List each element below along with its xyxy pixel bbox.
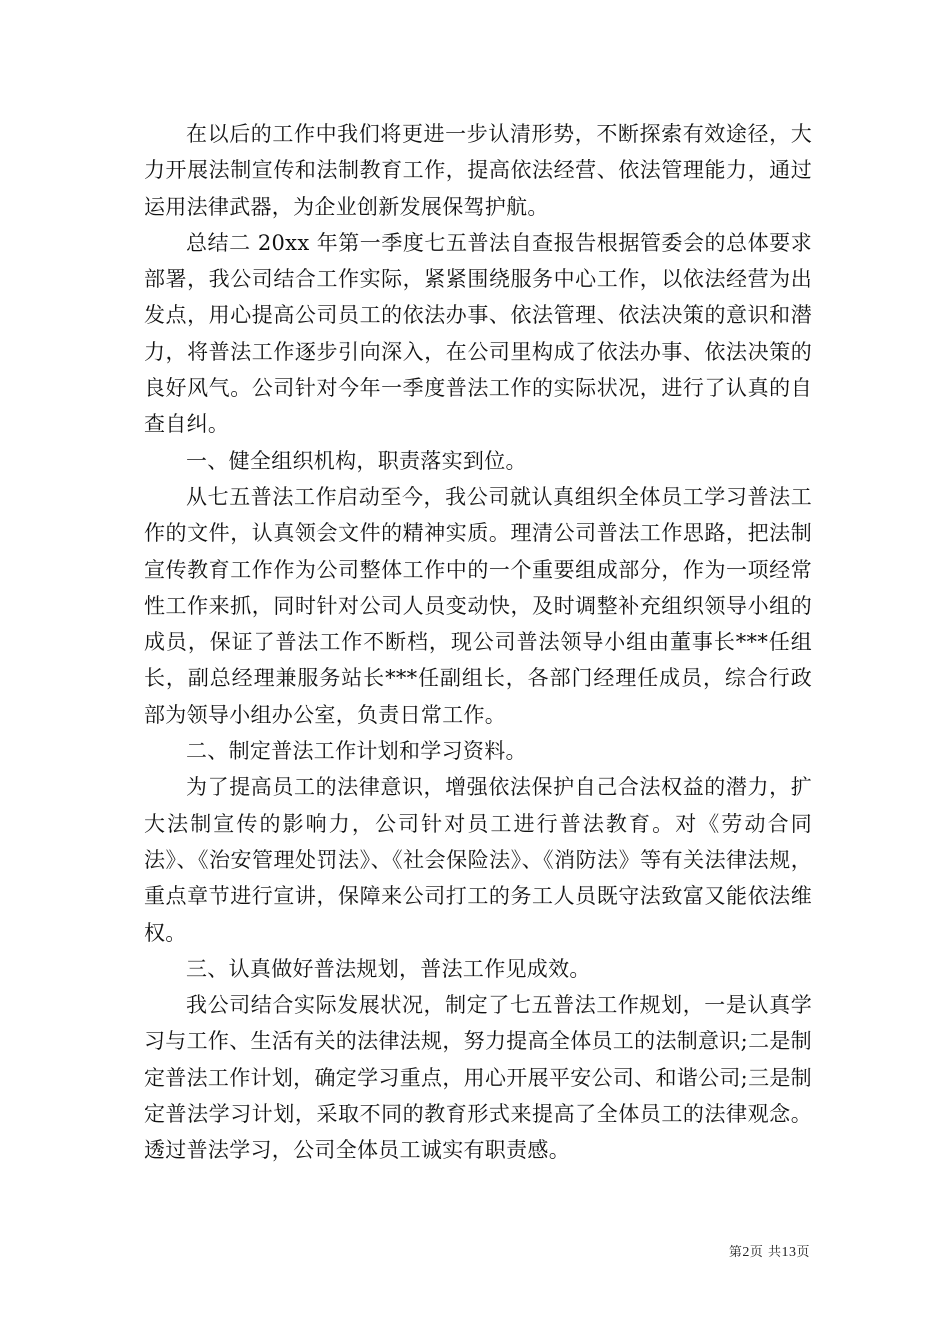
page-number-footer bbox=[700, 1244, 810, 1262]
section-heading-2: 二、制定普法工作计划和学习资料。 bbox=[186, 739, 527, 764]
section-heading-1: 一、健全组织机构，职责落实到位。 bbox=[186, 448, 527, 473]
section-heading-3: 三、认真做好普法规划，普法工作见成效。 bbox=[186, 956, 591, 981]
footer-prefix: 第 bbox=[728, 1245, 743, 1260]
footer-middle: 页 共 bbox=[749, 1245, 782, 1260]
footer-suffix: 页 bbox=[796, 1245, 810, 1260]
paragraph-section-2: 为了提高员工的法律意识，增强依法保护自己合法权益的潜力，扩大法制宣传的影响力，公司针对员工进行普法教育。对《劳动合同法》、《治安管理处罚法》、《社会保险法》、《消防法》等有关法律法规，重点章节进行宣讲，保障来公司打工的务工人员既守法致富又能依法维权。 bbox=[144, 775, 812, 945]
paragraph-section-1: 从七五普法工作启动至今，我公司就认真组织全体员工学习普法工作的文件，认真领会文件的精神实质。理清公司普法工作思路，把法制宣传教育工作作为公司整体工作中的一个重要组成部分，作为一项经常性工作来抓，同时针对公司人员变动快，及时调整补充组织领导小组的成员，保证了普法工作不断档，现公司普法领导小组由董事长***任组长，副总经理兼服务站长***任副组长，各部门经理任成员，综合行政部为领导小组办公室，负责日常工作。 bbox=[144, 484, 812, 727]
document-body bbox=[144, 116, 812, 1169]
paragraph-summary-intro: 总结二 20xx 年第一季度七五普法自查报告根据管委会的总体要求部署，我公司结合工作实际，紧紧围绕服务中心工作，以依法经营为出发点，用心提高公司员工的依法办事、依法管理、依法决策的意识和潜力，将普法工作逐步引向深入，在公司里构成了依法办事、依法决策的良好风气。公司针对今年一季度普法工作的实际状况，进行了认真的自查自纠。 bbox=[144, 230, 812, 437]
paragraph-conclusion: 在以后的工作中我们将更进一步认清形势，不断探索有效途径，大力开展法制宣传和法制教育工作，提高依法经营、依法管理能力，通过运用法律武器，为企业创新发展保驾护航。 bbox=[144, 122, 812, 219]
footer-current-page: 2 bbox=[742, 1245, 750, 1260]
paragraph-section-3: 我公司结合实际发展状况，制定了七五普法工作规划，一是认真学习与工作、生活有关的法律法规，努力提高全体员工的法制意识;二是制定普法工作计划，确定学习重点，用心开展平安公司、和谐公司;三是制定普法学习计划，采取不同的教育形式来提高了全体员工的法律观念。透过普法学习，公司全体员工诚实有职责感。 bbox=[144, 993, 812, 1163]
footer-total-pages: 13 bbox=[781, 1245, 797, 1260]
